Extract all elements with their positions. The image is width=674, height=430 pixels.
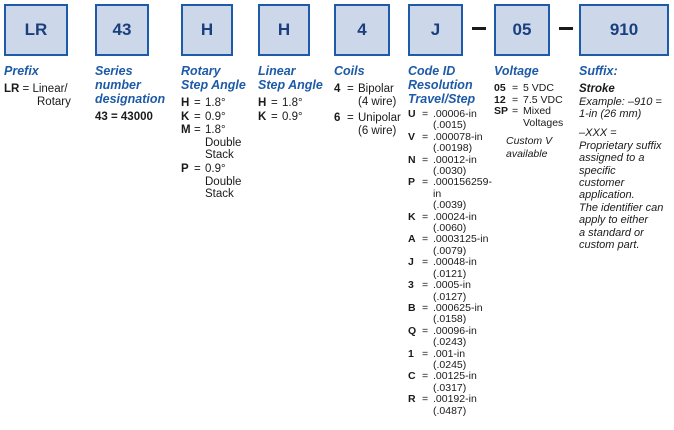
series-heading-line2: number: [95, 78, 141, 92]
rotary-option-value: [205, 124, 241, 162]
rotary-option-value-line: Stack: [205, 188, 234, 201]
code-id-option-equals: =: [422, 393, 429, 406]
code-id-option-value: [433, 349, 466, 372]
linear-option-value: [282, 111, 303, 124]
code-id-option: [408, 155, 494, 178]
code-id-option-key: J: [408, 256, 414, 269]
coils-option-value-line: Bipolar: [358, 83, 394, 95]
suffix-description-line: specific: [579, 164, 616, 177]
rotary-option-key: H: [181, 97, 190, 109]
suffix-description-line: Proprietary suffix: [579, 139, 662, 152]
separator-dash: [559, 27, 573, 30]
code-box-voltage: 05: [494, 4, 550, 56]
code-id-column: [408, 64, 494, 417]
rotary-heading-line1: Rotary: [181, 64, 221, 78]
code-id-option-key: N: [408, 153, 416, 166]
code-id-option-value-line: (.0243): [433, 336, 467, 349]
code-id-option-value-line: .00012-in: [433, 153, 477, 166]
rotary-option-equals: =: [194, 110, 201, 123]
code-id-option-key: K: [408, 210, 416, 223]
rotary-option-equals: =: [194, 97, 201, 109]
code-id-option-value-line: .0003125-in: [433, 233, 489, 246]
series-column: [95, 64, 179, 124]
coils-heading: Coils: [334, 64, 365, 78]
code-id-option-value: [433, 109, 477, 132]
code-id-option-value-line: .00096-in: [433, 324, 477, 337]
rotary-option-value-line: Stack: [205, 149, 234, 162]
code-id-option-value: [433, 177, 494, 211]
code-id-option-value-line: (.00198): [433, 142, 473, 155]
code-id-option-key: 3: [408, 279, 414, 292]
series-heading-line1: Series: [95, 64, 133, 78]
code-id-option-equals: =: [422, 233, 429, 246]
coils-column: [334, 64, 406, 141]
code-id-heading-line2: Resolution: [408, 78, 473, 92]
coils-options: [334, 83, 406, 137]
coils-option-equals: =: [347, 112, 354, 125]
linear-heading-line1: Linear: [258, 64, 296, 78]
separator-dash: [472, 27, 486, 30]
prefix-heading: Prefix: [4, 64, 39, 78]
coils-option-value: [358, 112, 401, 137]
code-id-option-value-line: (.0317): [433, 381, 467, 394]
suffix-description-line: The identifier can: [579, 201, 664, 214]
code-id-option-key: V: [408, 130, 416, 143]
code-id-options: [408, 109, 494, 417]
code-id-option-value-line: .00192-in: [433, 393, 477, 406]
voltage-note-line2: available: [506, 147, 548, 160]
voltage-option-value-line: 5 VDC: [523, 82, 554, 94]
coils-option-key: 6: [334, 112, 341, 125]
code-id-option-equals: =: [422, 370, 429, 383]
linear-option-value: [282, 97, 303, 110]
suffix-description-line: [579, 120, 674, 127]
code-id-option-value-line: .001-in: [433, 347, 466, 360]
rotary-option-key: M: [181, 124, 191, 137]
series-heading-line3: designation: [95, 92, 166, 106]
prefix-value-line2: Rotary: [37, 95, 71, 108]
voltage-option-key: 12: [494, 93, 506, 106]
code-id-option-equals: =: [422, 153, 429, 166]
code-id-option-value: [433, 257, 477, 280]
voltage-option-key: 05: [494, 82, 506, 94]
linear-options: [258, 97, 332, 123]
rotary-option-key: P: [181, 162, 189, 175]
code-box-prefix: LR: [4, 4, 68, 56]
code-id-option-equals: =: [422, 256, 429, 269]
code-id-heading-line3: Travel/Step: [408, 92, 476, 106]
rotary-option-value-line: Double: [205, 175, 242, 188]
rotary-option-value-line: 1.8°: [205, 124, 226, 137]
voltage-heading: Voltage: [494, 64, 539, 78]
code-id-option: [408, 132, 494, 155]
code-id-option-value: [433, 303, 483, 326]
voltage-option-equals: =: [512, 93, 519, 106]
coils-option-value-line: (6 wire): [358, 124, 397, 137]
code-id-option-value: [433, 371, 477, 394]
code-id-option: [408, 177, 494, 211]
code-id-option: [408, 257, 494, 280]
coils-option-value-line: Unipolar: [358, 112, 401, 125]
prefix-equals: =: [19, 83, 33, 95]
code-id-option-key: Q: [408, 324, 417, 337]
rotary-option: [181, 124, 257, 162]
code-id-option-value-line: (.0487): [433, 404, 467, 417]
coils-option: [334, 112, 406, 137]
voltage-option: [494, 83, 574, 95]
linear-option-equals: =: [271, 110, 278, 123]
voltage-option-equals: =: [512, 82, 519, 94]
code-id-option-value-line: .00048-in: [433, 256, 477, 269]
suffix-description: [579, 96, 674, 252]
code-id-option-value: [433, 155, 477, 178]
rotary-option-value-line: Double: [205, 136, 242, 149]
suffix-description-line: customer: [579, 177, 625, 190]
voltage-option: [494, 106, 574, 129]
rotary-option-value-line: 1.8°: [205, 97, 226, 109]
code-id-option-value-line: (.0127): [433, 290, 467, 303]
code-id-option-key: A: [408, 233, 416, 246]
voltage-option-value-line: Voltages: [523, 116, 564, 129]
code-id-option: [408, 349, 494, 372]
coils-option-value: [358, 83, 396, 108]
code-box-coils: 4: [334, 4, 390, 56]
linear-heading-line2: Step Angle: [258, 78, 323, 92]
code-id-option-value: [433, 394, 477, 417]
suffix-description-line: custom part.: [579, 239, 640, 252]
code-id-option-value: [433, 326, 477, 349]
voltage-option-value-line: Mixed: [523, 105, 552, 118]
code-id-option: [408, 371, 494, 394]
code-id-option-value-line: .000078-in: [433, 130, 483, 143]
code-id-option-key: C: [408, 370, 416, 383]
suffix-description-line: 1-in (26 mm): [579, 108, 642, 120]
rotary-option: [181, 111, 257, 124]
voltage-options: [494, 83, 574, 129]
code-id-option-equals: =: [422, 130, 429, 143]
prefix-key: LR: [4, 83, 20, 95]
rotary-option-value: [205, 111, 226, 124]
code-id-option-value-line: (.0030): [433, 165, 467, 178]
linear-option: [258, 111, 332, 124]
rotary-option-key: K: [181, 110, 190, 123]
code-id-option-value-line: .000156259-in: [433, 176, 492, 200]
linear-column: [258, 64, 332, 124]
code-id-option-equals: =: [422, 279, 429, 292]
code-id-heading-line1: Code ID: [408, 64, 456, 78]
voltage-note-line1: Custom V: [506, 135, 553, 148]
code-id-option-value-line: (.0039): [433, 199, 467, 212]
coils-option-equals: =: [347, 83, 354, 95]
suffix-description-line: a standard or: [579, 226, 644, 239]
code-id-option-value-line: (.0060): [433, 222, 467, 235]
code-id-option-equals: =: [422, 210, 429, 223]
code-id-option: [408, 303, 494, 326]
suffix-stroke-label: Stroke: [579, 83, 615, 95]
code-id-option: [408, 109, 494, 132]
code-id-option-value-line: .0005-in: [433, 279, 471, 292]
code-box-series: 43: [95, 4, 149, 56]
voltage-option-key: SP: [494, 105, 509, 118]
suffix-description-line: Example: –910 =: [579, 95, 662, 108]
rotary-option-equals: =: [194, 162, 201, 175]
code-id-option-value-line: (.0079): [433, 244, 467, 257]
code-id-option-value-line: (.0245): [433, 358, 467, 371]
code-id-option-equals: =: [422, 176, 429, 189]
code-id-option-value: [433, 212, 477, 235]
code-id-option-value-line: .00125-in: [433, 370, 477, 383]
rotary-option-equals: =: [194, 124, 201, 137]
voltage-option-equals: =: [512, 105, 519, 118]
rotary-option-value-line: 0.9°: [205, 162, 226, 175]
code-box-linear: H: [258, 4, 310, 56]
rotary-heading-line2: Step Angle: [181, 78, 246, 92]
suffix-description-line: application.: [579, 189, 635, 202]
rotary-column: [181, 64, 257, 202]
code-id-option-value: [433, 234, 488, 257]
code-id-option-value-line: (.0015): [433, 119, 467, 132]
code-box-code-id: J: [408, 4, 463, 56]
series-key: 43: [95, 111, 108, 123]
voltage-option-value: [523, 83, 554, 95]
code-id-option-key: P: [408, 176, 416, 189]
code-id-option: [408, 394, 494, 417]
rotary-option: [181, 163, 257, 201]
linear-option-value-line: 1.8°: [282, 97, 303, 109]
rotary-option-value: [205, 163, 241, 201]
linear-option-value-line: 0.9°: [282, 110, 303, 123]
rotary-option-value: [205, 97, 226, 110]
code-id-option-value-line: (.0121): [433, 267, 467, 280]
code-id-option: [408, 212, 494, 235]
suffix-column: [579, 64, 674, 251]
code-id-option-equals: =: [422, 347, 429, 360]
code-box-suffix: 910: [579, 4, 669, 56]
code-id-option: [408, 234, 494, 257]
voltage-column: [494, 64, 574, 161]
code-id-option-equals: =: [422, 301, 429, 314]
coils-option-value-line: (4 wire): [358, 95, 397, 108]
series-equals: =: [107, 111, 121, 123]
suffix-description-line: –XXX =: [579, 127, 617, 140]
linear-option-key: H: [258, 97, 267, 109]
coils-option-key: 4: [334, 83, 341, 95]
series-value: 43000: [120, 111, 153, 123]
voltage-option-value: [523, 106, 563, 129]
coils-option: [334, 83, 406, 108]
code-id-option-key: R: [408, 393, 416, 406]
code-id-option-key: 1: [408, 347, 414, 360]
code-id-option-key: B: [408, 301, 416, 314]
prefix-value-line1: Linear/: [32, 83, 68, 95]
code-id-option-value-line: .00024-in: [433, 210, 477, 223]
suffix-description-line: apply to either: [579, 214, 649, 227]
code-box-rotary: H: [181, 4, 233, 56]
code-id-option-value-line: .000625-in: [433, 301, 483, 314]
code-id-option-equals: =: [422, 108, 429, 120]
prefix-column: [4, 64, 92, 108]
code-id-option: [408, 280, 494, 303]
rotary-option: [181, 97, 257, 110]
code-id-option-key: U: [408, 108, 416, 120]
code-id-option: [408, 326, 494, 349]
code-id-option-value-line: .00006-in: [433, 108, 477, 120]
rotary-option-value-line: 0.9°: [205, 110, 226, 123]
voltage-option-value-line: 7.5 VDC: [523, 93, 563, 106]
code-id-option-value: [433, 280, 471, 303]
code-id-option-value: [433, 132, 483, 155]
linear-option-key: K: [258, 110, 267, 123]
code-id-option-value-line: (.0158): [433, 313, 467, 326]
rotary-options: [181, 97, 257, 201]
code-id-option-equals: =: [422, 324, 429, 337]
linear-option-equals: =: [271, 97, 278, 109]
suffix-heading: Suffix:: [579, 64, 618, 78]
linear-option: [258, 97, 332, 110]
suffix-description-line: assigned to a: [579, 152, 645, 165]
